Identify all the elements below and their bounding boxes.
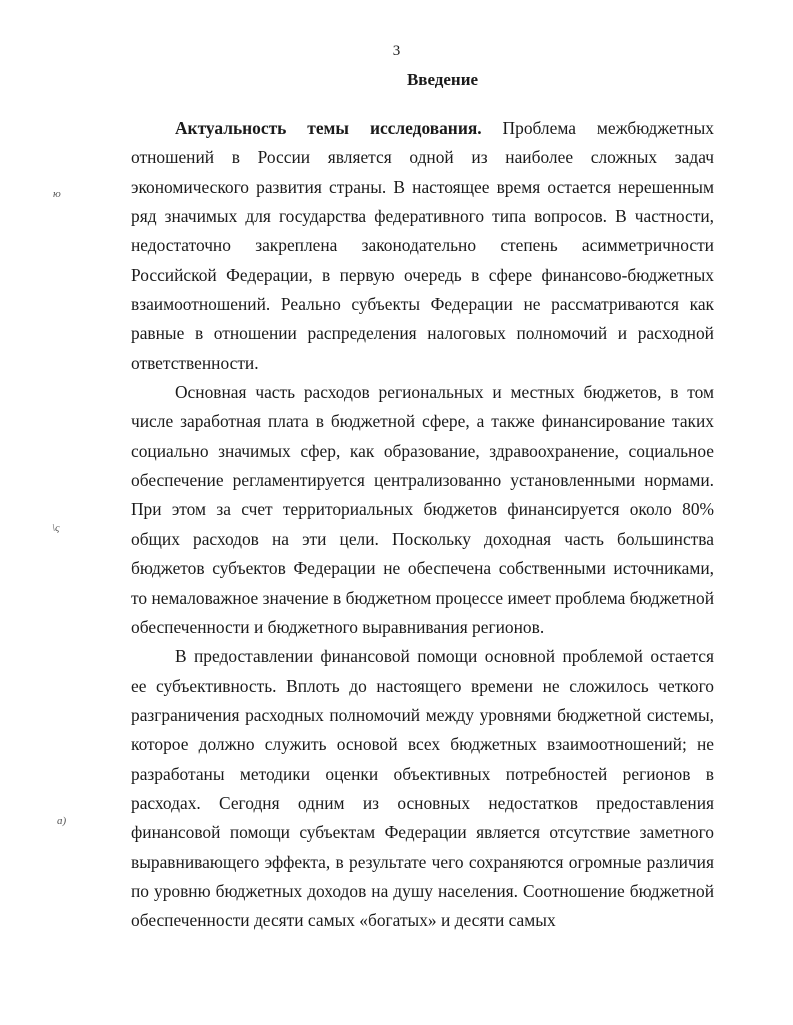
- paragraph-lead: Актуальность темы исследования.: [175, 118, 482, 138]
- margin-mark: ɑ): [57, 815, 67, 827]
- section-title: Введение: [406, 70, 479, 89]
- paragraph-relevance: [131, 114, 714, 378]
- paragraph-text: Проблема межбюджетных отношений в России является одной из наиболее сложных задач экономического развития страны. В настоящее время остается нерешенным ряд значимых для государства федеративного типа вопросов. В частности, недостаточно закреплена законодательно степень асимметричности Российской Федерации, в первую очередь в сфере финансово-бюджетных взаимоотношений. Реально субъекты Федерации не рассматриваются как равные в отношении распределения налоговых полномочий и расходной ответственности.: [131, 118, 714, 373]
- paragraph-financial-aid: В предоставлении финансовой помощи основной проблемой остается ее субъективность. Вплоть до настоящего времени не сложилось четкого разграничения расходных полномочий между уровнями бюджетной системы, которое должно служить основой всех бюджетных взаимоотношений; не разработаны методики оценки объективных потребностей регионов в расходах. Сегодня одним из основных недостатков предоставления финансовой помощи субъектам Федерации является отсутствие заметного выравнивающего эффекта, в результате чего сохраняются огромные различия по уровню бюджетных доходов на душу населения. Соотношение бюджетной обеспеченности десяти самых «богатых» и десяти самых: [131, 646, 714, 931]
- page-number: 3: [392, 43, 401, 59]
- body-text: [131, 114, 714, 936]
- margin-mark: ю: [53, 188, 61, 200]
- paragraph-expenses: Основная часть расходов региональных и местных бюджетов, в том числе заработная плата в бюджетной сфере, а также финансирование таких социально значимых сфер, как образование, здравоохранение, социальное обеспечение регламентируется централизованно установленными нормами. При этом за счет территориальных бюджетов финансируется около 80% общих расходов на эти цели. Поскольку доходная часть большинства бюджетов субъектов Федерации не обеспечена собственными источниками, то немаловажное значение в бюджетном процессе имеет проблема бюджетной обеспеченности и бюджетного выравнивания регионов.: [131, 382, 714, 637]
- margin-mark: \ς: [52, 522, 60, 534]
